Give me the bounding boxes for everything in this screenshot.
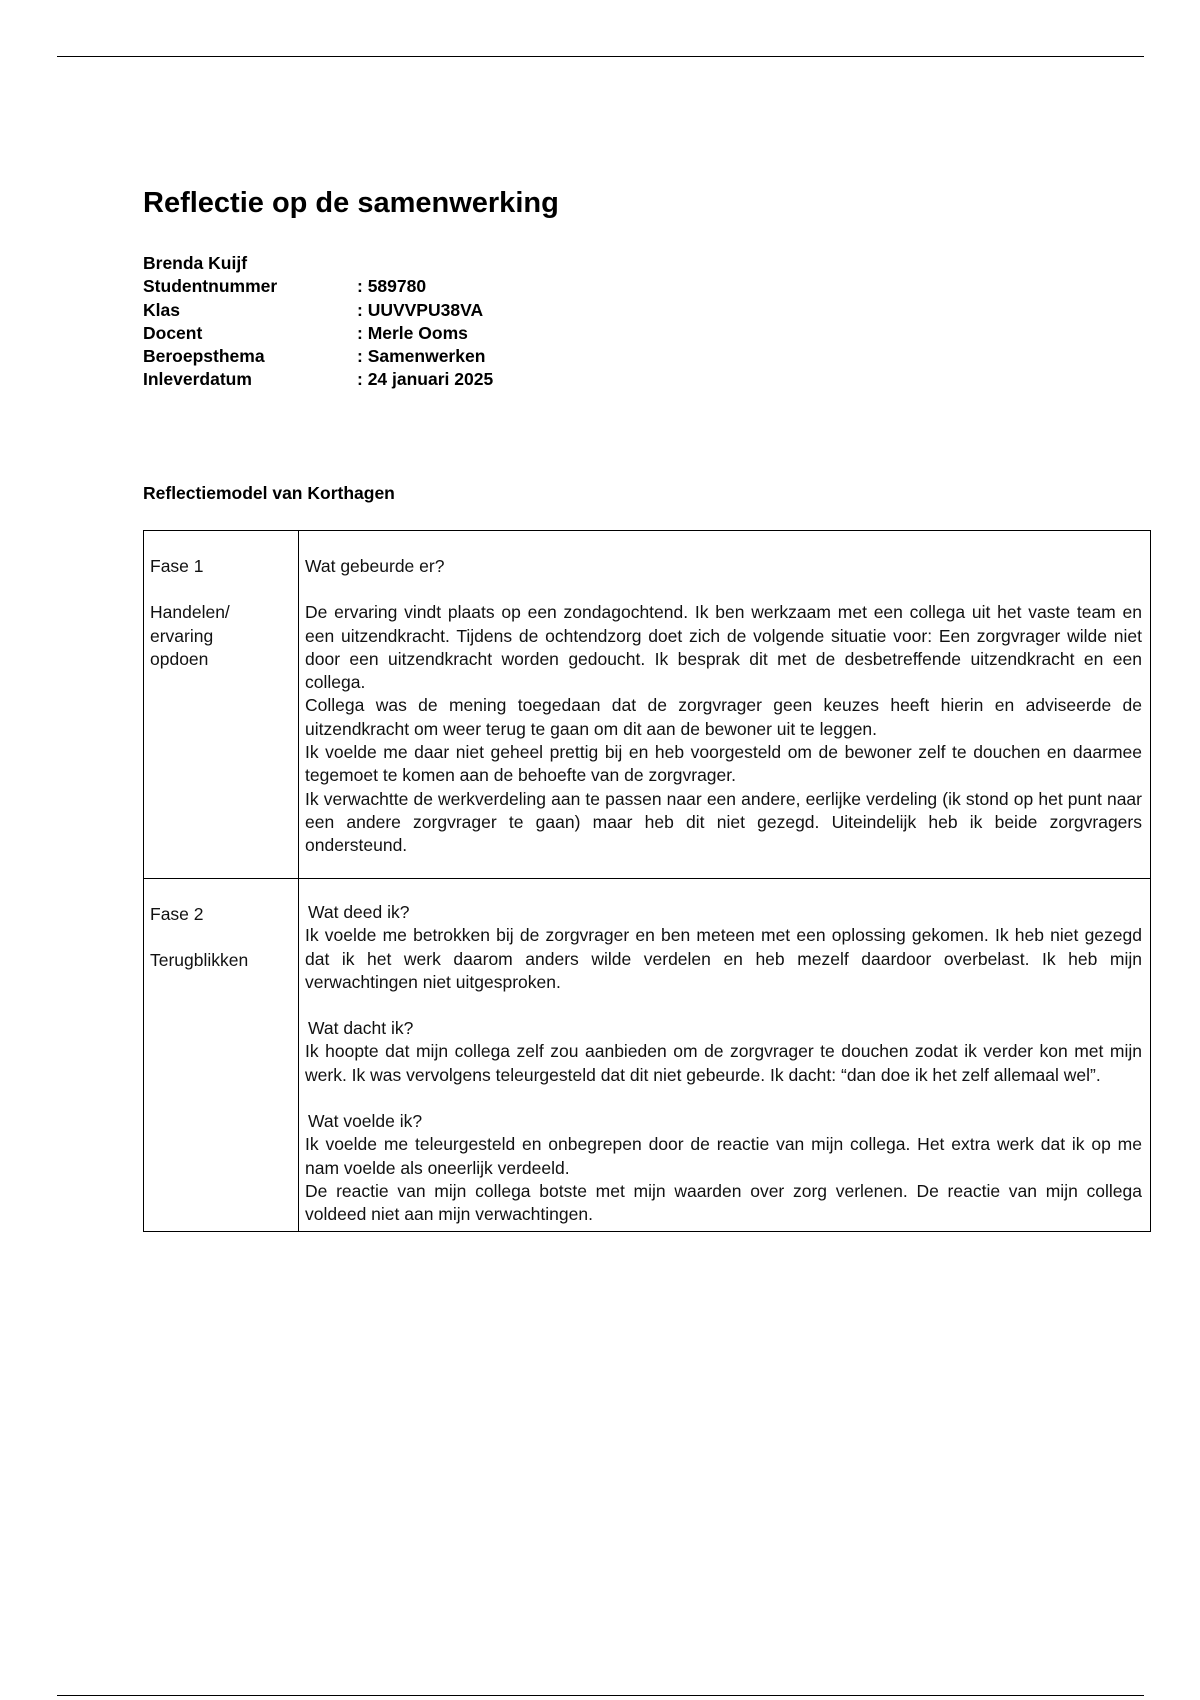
paragraph: Ik voelde me betrokken bij de zorgvrager en ben meteen met een oplossing gekomen. Ik heb niet gezegd dat ik het werk daarom anders wilde verdelen en heb mezelf daardoor overbelast. Ik heb mijn verwachtingen niet uitgesproken. [305, 925, 1142, 992]
phase-content-cell [299, 531, 1150, 878]
student-name-row [143, 252, 493, 275]
section-heading: Reflectiemodel van Korthagen [143, 483, 395, 503]
question-heading: Wat dacht ik? [308, 1018, 414, 1039]
info-label: Inleverdatum [143, 369, 252, 390]
info-row-klas [143, 299, 493, 322]
info-value: : 589780 [357, 276, 427, 297]
info-row-studentnummer [143, 275, 493, 298]
phase-content-cell [299, 879, 1150, 1231]
paragraph: Ik hoopte dat mijn collega zelf zou aanbieden om de zorgvrager te douchen zodat ik verder kon met mijn werk. Ik was vervolgens teleurgesteld dat dit niet gebeurde. Ik dacht: “dan doe ik het zelf allemaal wel”. [305, 1041, 1142, 1085]
info-value: : UUVVPU38VA [357, 299, 484, 320]
phase-label-cell [144, 531, 299, 878]
question-heading: Wat deed ik? [308, 902, 410, 922]
paragraph: Ik voelde me teleurgesteld en onbegrepen door de reactie van mijn collega. Het extra werk dat ik op me nam voelde als oneerlijk verdeeld. [305, 1134, 1142, 1178]
info-label: Klas [143, 299, 180, 320]
info-value: : 24 januari 2025 [357, 369, 494, 390]
paragraph: De ervaring vindt plaats op een zondagochtend. Ik ben werkzaam met een collega uit het vaste team en een uitzendkracht. Tijdens de ochtendzorg doet zich de volgende situatie voor: Een zorgvrager wilde niet door een uitzendkracht worden gedoucht. Ik besprak dit met de desbetreffende uitzendkracht en een collega. [305, 602, 1142, 693]
info-row-inleverdatum [143, 368, 493, 391]
table-row-phase-1 [144, 531, 1150, 878]
phase-sublabel-line: Handelen/ [150, 602, 230, 623]
info-row-beroepsthema [143, 345, 493, 368]
phase-label: Fase 1 [150, 556, 204, 576]
info-label: Docent [143, 322, 203, 343]
phase-label-cell [144, 879, 299, 1231]
paragraph: De reactie van mijn collega botste met mijn waarden over zorg verlenen. De reactie van mijn collega voldeed niet aan mijn verwachtingen. [305, 1180, 1142, 1225]
paragraph: Ik verwachtte de werkverdeling aan te passen naar een andere, eerlijke verdeling (ik stond op het punt naar een andere zorgvrager te gaan) maar heb dit niet gezegd. Uiteindelijk heb ik beide zorgvragers ondersteund. [305, 788, 1142, 856]
info-row-docent [143, 322, 493, 345]
paragraph: Collega was de mening toegedaan dat de zorgvrager geen keuzes heeft hierin en adviseerde de uitzendkracht om weer terug te gaan om dit aan de bewoner uit te leggen. [305, 695, 1142, 739]
document-title: Reflectie op de samenwerking [143, 187, 559, 219]
phase-label: Fase 2 [150, 904, 204, 924]
table-row-phase-2 [144, 878, 1150, 1231]
phase-sublabel: Terugblikken [150, 950, 249, 971]
phase-sublabel-line: ervaring [150, 625, 214, 646]
info-value: : Samenwerken [357, 346, 486, 367]
info-label: Beroepsthema [143, 346, 265, 367]
header-rule [57, 56, 1144, 57]
student-name: Brenda Kuijf [143, 253, 248, 273]
paragraph: Ik voelde me daar niet geheel prettig bij en heb voorgesteld om de bewoner zelf te douchen en daarmee tegemoet te komen aan de behoefte van de zorgvrager. [305, 742, 1142, 786]
question-heading: Wat gebeurde er? [305, 556, 445, 576]
reflection-table [143, 530, 1151, 1232]
info-label: Studentnummer [143, 276, 278, 297]
footer-rule [57, 1695, 1144, 1696]
phase-sublabel-line: opdoen [150, 648, 209, 669]
student-info [143, 252, 493, 392]
info-value: : Merle Ooms [357, 322, 468, 343]
question-heading: Wat voelde ik? [308, 1111, 423, 1132]
